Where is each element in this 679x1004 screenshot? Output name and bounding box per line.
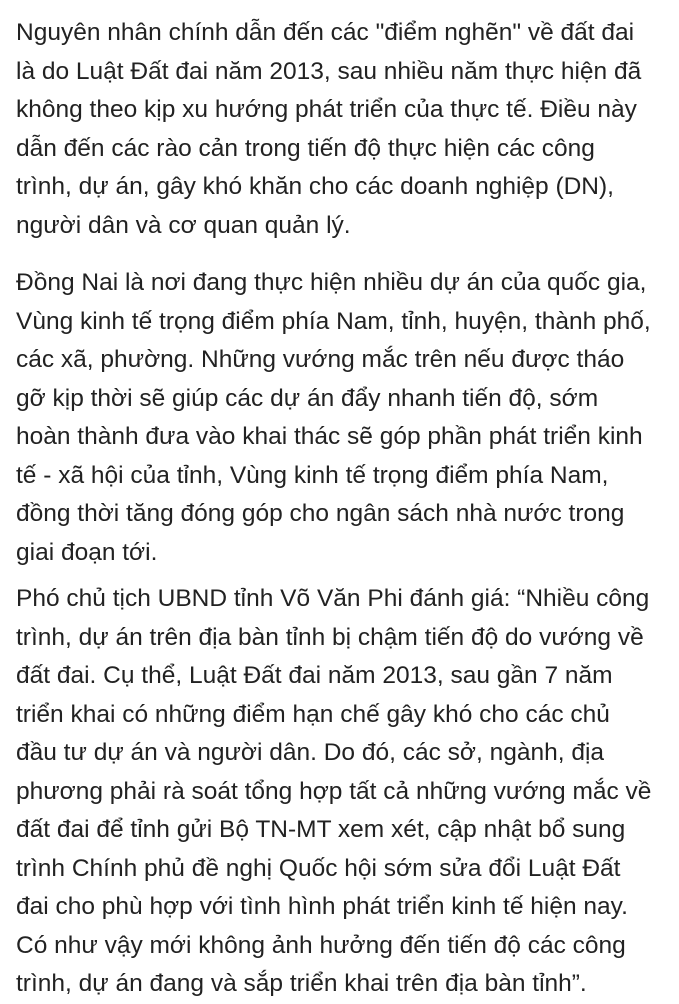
paragraph-1 <box>16 14 641 245</box>
paragraph-3 <box>16 580 651 1004</box>
text-line: Có như vậy mới không ảnh hưởng đến tiến độ các công <box>16 931 626 959</box>
text-line: không theo kịp xu hướng phát triển của thực tế. Điều này <box>16 96 637 123</box>
text-line: các xã, phường. Những vướng mắc trên nếu được tháo <box>16 346 625 373</box>
text-line: trình Chính phủ đề nghị Quốc hội sớm sửa đổi Luật Đất <box>16 854 621 882</box>
text-line: trình, dự án đang và sắp triển khai trên địa bàn tỉnh”. <box>16 970 587 997</box>
text-line: là do Luật Đất đai năm 2013, sau nhiều năm thực hiện đã <box>16 57 642 85</box>
paragraph-2 <box>16 264 651 572</box>
text-line: gỡ kịp thời sẽ giúp các dự án đẩy nhanh tiến độ, sớm <box>16 384 599 412</box>
text-line: Đồng Nai là nơi đang thực hiện nhiều dự án của quốc gia, <box>16 269 647 296</box>
text-line: giai đoạn tới. <box>16 538 158 566</box>
text-line: trình, dự án, gây khó khăn cho các doanh nghiệp (DN), <box>16 173 614 200</box>
text-line: phương phải rà soát tổng hợp tất cả những vướng mắc về <box>16 777 652 805</box>
text-line: hoàn thành đưa vào khai thác sẽ góp phần phát triển kinh <box>16 423 643 450</box>
text-line: đai cho phù hợp với tình hình phát triển kinh tế hiện nay. <box>16 893 628 920</box>
text-line: trình, dự án trên địa bàn tỉnh bị chậm tiến độ do vướng về <box>16 623 644 651</box>
text-line: triển khai có những điểm hạn chế gây khó cho các chủ <box>16 700 610 728</box>
text-line: đất đai. Cụ thể, Luật Đất đai năm 2013, sau gần 7 năm <box>16 662 613 689</box>
text-line: Phó chủ tịch UBND tỉnh Võ Văn Phi đánh giá: “Nhiều công <box>16 585 650 612</box>
text-line: Nguyên nhân chính dẫn đến các "điểm nghẽn" về đất đai <box>16 19 635 46</box>
text-line: đất đai để tỉnh gửi Bộ TN-MT xem xét, cập nhật bổ sung <box>16 816 626 843</box>
text-line: Vùng kinh tế trọng điểm phía Nam, tỉnh, huyện, thành phố, <box>16 307 651 335</box>
text-line: người dân và cơ quan quản lý. <box>16 211 351 239</box>
text-line: tế - xã hội của tỉnh, Vùng kinh tế trọng điểm phía Nam, <box>16 461 609 489</box>
text-line: đồng thời tăng đóng góp cho ngân sách nhà nước trong <box>16 500 625 527</box>
text-line: dẫn đến các rào cản trong tiến độ thực hiện các công <box>16 134 595 162</box>
text-line: đầu tư dự án và người dân. Do đó, các sở, ngành, địa <box>16 739 605 766</box>
